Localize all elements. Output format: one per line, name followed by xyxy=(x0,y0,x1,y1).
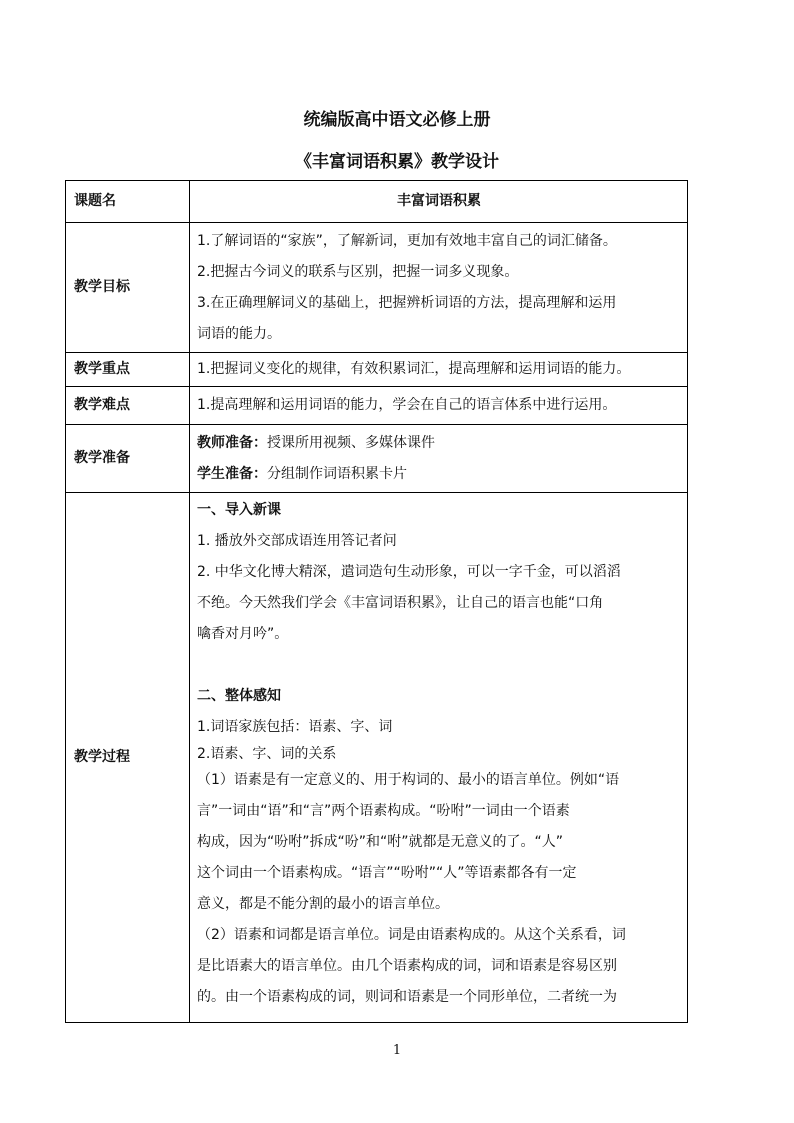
process-line: 构成，因为“吩咐”拆成“吩”和“咐”就都是无意义的了。“人” xyxy=(197,834,564,850)
section-heading: 一、导入新课 xyxy=(197,502,281,518)
process-line: 这个词由一个语素构成。“语言”“吩咐”“人”等语素都各有一定 xyxy=(197,865,577,881)
page-number: 1 xyxy=(392,1043,402,1058)
document-title: 统编版高中语文必修上册 xyxy=(303,110,491,130)
process-line: 不绝。今天然我们学会《丰富词语积累》，让自己的语言也能“口角 xyxy=(197,595,604,611)
goal-line: 1.了解词语的“家族”，了解新词，更加有效地丰富自己的词汇储备。 xyxy=(197,232,617,249)
goals-content xyxy=(190,223,688,353)
section-heading: 二、整体感知 xyxy=(197,688,281,704)
table-row-process xyxy=(66,493,688,1023)
goal-line: 词语的能力。 xyxy=(197,325,281,342)
preparation-content xyxy=(190,425,688,493)
student-preparation xyxy=(197,459,681,490)
key-points-text: 1.把握词义变化的规律，有效积累词汇，提高理解和运用词语的能力。 xyxy=(197,361,631,377)
table-row-key-points xyxy=(66,353,688,387)
difficulties-text: 1.提高理解和运用词语的能力，学会在自己的语言体系中进行运用。 xyxy=(197,397,617,413)
process-line: 意义，都是不能分割的最小的语言单位。 xyxy=(197,896,449,912)
lesson-plan-table xyxy=(65,180,688,1023)
process-line: 言”一词由“语”和“言”两个语素构成。“吩咐”一词由一个语素 xyxy=(197,803,570,819)
difficulties-content xyxy=(190,387,688,425)
process-line: （2）语素和词都是语言单位。词是由语素构成的。从这个关系看，词 xyxy=(197,927,626,943)
process-line: 的。由一个语素构成的词，则词和语素是一个同形单位，二者统一为 xyxy=(197,989,617,1005)
process-line: 是比语素大的语言单位。由几个语素构成的词，词和语素是容易区别 xyxy=(197,958,617,974)
process-content xyxy=(190,493,688,1023)
teacher-preparation xyxy=(197,428,681,459)
topic-value: 丰富词语积累 xyxy=(190,181,688,223)
goal-line: 2.把握古今词义的联系与区别，把握一词多义现象。 xyxy=(197,263,519,280)
process-line: 2.语素、字、词的关系 xyxy=(197,746,337,762)
process-line: 1. 播放外交部成语连用答记者问 xyxy=(197,533,397,549)
difficulties-label: 教学难点 xyxy=(66,387,190,425)
goal-line: 3.在正确理解词义的基础上，把握辨析词语的方法，提高理解和运用 xyxy=(197,294,617,311)
process-line: 1.词语家族包括：语素、字、词 xyxy=(197,719,393,735)
table-row-preparation xyxy=(66,425,688,493)
student-preparation-label: 学生准备： xyxy=(197,465,267,482)
topic-label: 课题名 xyxy=(66,181,190,223)
process-line: 2. 中华文化博大精深，遣词造句生动形象，可以一字千金，可以滔滔 xyxy=(197,564,621,580)
goals-label: 教学目标 xyxy=(66,223,190,353)
document-subtitle: 《丰富词语积累》教学设计 xyxy=(295,152,499,172)
process-line: （1）语素是有一定意义的、用于构词的、最小的语言单位。例如“语 xyxy=(197,772,620,788)
key-points-label: 教学重点 xyxy=(66,353,190,387)
student-preparation-text: 分组制作词语积累卡片 xyxy=(267,465,407,482)
process-line: 噙香对月吟”。 xyxy=(197,626,289,642)
teacher-preparation-label: 教师准备： xyxy=(197,434,267,451)
spacer xyxy=(197,650,681,681)
process-label: 教学过程 xyxy=(66,493,190,1023)
preparation-label: 教学准备 xyxy=(66,425,190,493)
table-row-goals xyxy=(66,223,688,353)
table-row-topic xyxy=(66,181,688,223)
key-points-content xyxy=(190,353,688,387)
table-row-difficulties xyxy=(66,387,688,425)
teacher-preparation-text: 授课所用视频、多媒体课件 xyxy=(267,434,435,451)
